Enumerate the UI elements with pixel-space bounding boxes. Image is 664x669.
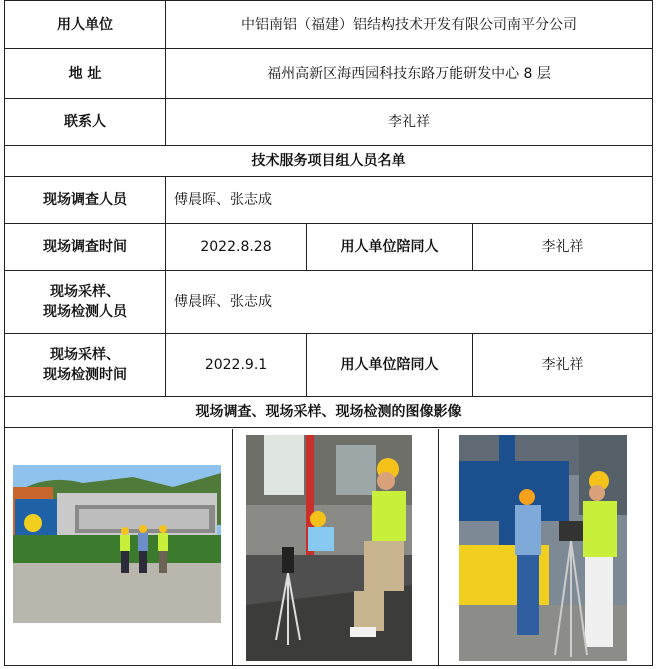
survey-staff-label: 现场调查人员 (5, 177, 166, 224)
employer-value: 中铝南铝（福建）铝结构技术开发有限公司南平分公司 (166, 1, 653, 49)
site-sampling-photo (246, 435, 412, 661)
contact-label: 联系人 (5, 99, 166, 146)
accompany-value-1: 李礼祥 (473, 224, 653, 271)
photo-divider (232, 429, 233, 665)
images-header: 现场调查、现场采样、现场检测的图像影像 (5, 397, 653, 428)
team-header: 技术服务项目组人员名单 (5, 146, 653, 177)
sampling-staff-label-line1: 现场采样、 (50, 284, 120, 300)
sampling-time-value: 2022.9.1 (166, 334, 307, 397)
row-images-header (5, 397, 653, 428)
accompany-value-2: 李礼祥 (473, 334, 653, 397)
survey-time-label: 现场调查时间 (5, 224, 166, 271)
sampling-time-label (5, 334, 166, 397)
photo-divider (438, 429, 439, 665)
row-survey-time (5, 224, 653, 271)
row-sampling-time (5, 334, 653, 397)
row-sampling-staff (5, 271, 653, 334)
accompany-label-1: 用人单位陪同人 (307, 224, 473, 271)
row-photos (5, 428, 653, 666)
sampling-staff-label-line2: 现场检测人员 (43, 304, 127, 320)
photos-area (5, 429, 652, 665)
contact-value: 李礼祥 (166, 99, 653, 146)
row-address (5, 49, 653, 99)
accompany-label-2: 用人单位陪同人 (307, 334, 473, 397)
sampling-staff-value: 傅晨晖、张志成 (166, 271, 653, 334)
photos-cell (5, 428, 653, 666)
employer-label: 用人单位 (5, 1, 166, 49)
address-label: 地 址 (5, 49, 166, 99)
sampling-time-label-line2: 现场检测时间 (43, 367, 127, 383)
address-value: 福州高新区海西园科技东路万能研发中心 8 层 (166, 49, 653, 99)
site-survey-photo (13, 465, 221, 623)
survey-staff-value: 傅晨晖、张志成 (166, 177, 653, 224)
row-contact (5, 99, 653, 146)
sampling-staff-label (5, 271, 166, 334)
sampling-time-label-line1: 现场采样、 (50, 347, 120, 363)
project-info-table (4, 0, 653, 666)
row-team-header (5, 146, 653, 177)
site-testing-photo (459, 435, 627, 661)
row-employer (5, 1, 653, 49)
survey-time-value: 2022.8.28 (166, 224, 307, 271)
row-survey-staff (5, 177, 653, 224)
